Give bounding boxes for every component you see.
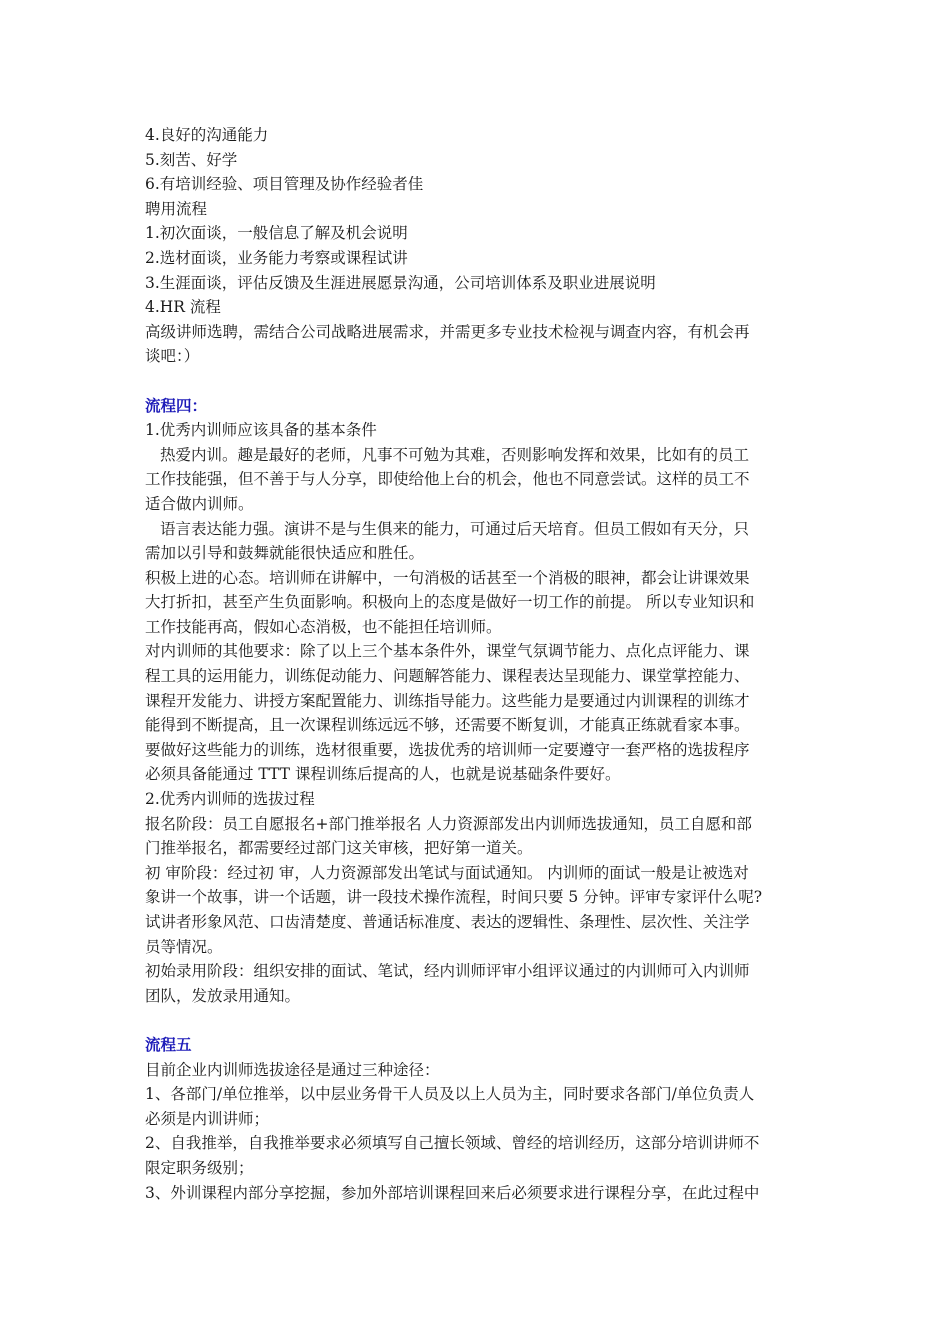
- text-line: 程工具的运用能力，训练促动能力、问题解答能力、课程表达呈现能力、课堂掌控能力、: [145, 667, 750, 686]
- text-line: 2.优秀内训师的选拔过程: [145, 790, 315, 809]
- text-line: 1.优秀内训师应该具备的基本条件: [145, 421, 377, 440]
- text-line: 积极上进的心态。培训师在讲解中，一句消极的话甚至一个消极的眼神，都会让讲课效果: [145, 568, 750, 587]
- text-line: 6.有培训经验、项目管理及协作经验者佳: [145, 175, 424, 194]
- text-line: 对内训师的其他要求：除了以上三个基本条件外，课堂气氛调节能力、点化点评能力、课: [145, 642, 750, 661]
- text-line: 1.初次面谈，一般信息了解及机会说明: [145, 224, 408, 243]
- text-line: 大打折扣，甚至产生负面影响。积极向上的态度是做好一切工作的前提。 所以专业知识和: [145, 593, 755, 612]
- section-heading: 流程四：: [145, 395, 208, 415]
- document-page: [145, 123, 810, 1205]
- text-line: 员等情况。: [145, 937, 223, 956]
- text-line: 1、各部门/单位推举，以中层业务骨干人员及以上人员为主，同时要求各部门/单位负责人: [145, 1085, 755, 1104]
- text-line: 3.生涯面谈，评估反馈及生涯进展愿景沟通，公司培训体系及职业进展说明: [145, 273, 656, 292]
- spacer: [145, 1008, 810, 1033]
- text-line: 课程开发能力、讲授方案配置能力、训练指导能力。这些能力是要通过内训课程的训练才: [145, 691, 750, 710]
- text-line: 要做好这些能力的训练，选材很重要，选拔优秀的培训师一定要遵守一套严格的选拔程序: [145, 740, 750, 759]
- text-line: 2.选材面谈，业务能力考察或课程试讲: [145, 248, 408, 267]
- section-heading: 流程五: [145, 1034, 192, 1054]
- text-line: 高级讲师选聘，需结合公司战略进展需求，并需更多专业技术检视与调查内容，有机会再: [145, 322, 750, 341]
- text-line: 聘用流程: [145, 199, 208, 218]
- text-line: 2、自我推举，自我推举要求必须填写自己擅长领域、曾经的培训经历，这部分培训讲师不: [145, 1134, 760, 1153]
- text-line: 3、外训课程内部分享挖掘，参加外部培训课程回来后必须要求进行课程分享，在此过程中: [145, 1183, 760, 1202]
- text-line: 4.良好的沟通能力: [145, 126, 269, 144]
- section-4: [145, 394, 810, 1009]
- text-line: 谈吧：）: [145, 347, 200, 366]
- spacer: [145, 369, 810, 394]
- text-line: 语言表达能力强。演讲不是与生俱来的能力，可通过后天培育。但员工假如有天分，只: [160, 519, 750, 538]
- text-line: 报名阶段：员工自愿报名+部门推举报名 人力资源部发出内训师选拔通知，员工自愿和部: [145, 814, 752, 833]
- text-line: 4.HR 流程: [145, 298, 221, 317]
- text-line: 适合做内训师。: [145, 494, 254, 513]
- text-line: 能得到不断提高，且一次课程训练远远不够，还需要不断复训，才能真正练就看家本事。: [145, 716, 750, 735]
- text-line: 目前企业内训师选拔途径是通过三种途径：: [145, 1060, 440, 1079]
- section-top: [145, 123, 810, 369]
- text-line: 必须具备能通过 TTT 课程训练后提高的人，也就是说基础条件要好。: [145, 765, 621, 784]
- text-line: 试讲者形象风范、口齿清楚度、普通话标准度、表达的逻辑性、条理性、层次性、关注学: [145, 913, 750, 931]
- text-line: 5.刻苦、好学: [145, 150, 238, 169]
- text-line: 工作技能强，但不善于与人分享，即使给他上台的机会，他也不同意尝试。这样的员工不: [145, 470, 750, 489]
- text-line: 初始录用阶段：组织安排的面试、笔试，经内训师评审小组评议通过的内训师可入内训师: [145, 962, 750, 981]
- text-line: 限定职务级别；: [145, 1158, 254, 1177]
- text-line: 热爱内训。趣是最好的老师，凡事不可勉为其难，否则影响发挥和效果，比如有的员工: [160, 445, 750, 464]
- text-line: 象讲一个故事，讲一个话题，讲一段技术操作流程，时间只要 5 分钟。评审专家评什么呢?: [145, 888, 763, 907]
- text-line: 门推举报名，都需要经过部门这关审核，把好第一道关。: [145, 839, 533, 858]
- text-line: 工作技能再高，假如心态消极，也不能担任培训师。: [145, 617, 502, 636]
- text-line: 团队，发放录用通知。: [145, 986, 301, 1005]
- section-5: [145, 1033, 810, 1205]
- text-line: 必须是内训讲师；: [145, 1109, 270, 1128]
- text-line: 需加以引导和鼓舞就能很快适应和胜任。: [145, 544, 425, 563]
- text-line: 初 审阶段：经过初 审，人力资源部发出笔试与面试通知。 内训师的面试一般是让被选对: [145, 863, 749, 882]
